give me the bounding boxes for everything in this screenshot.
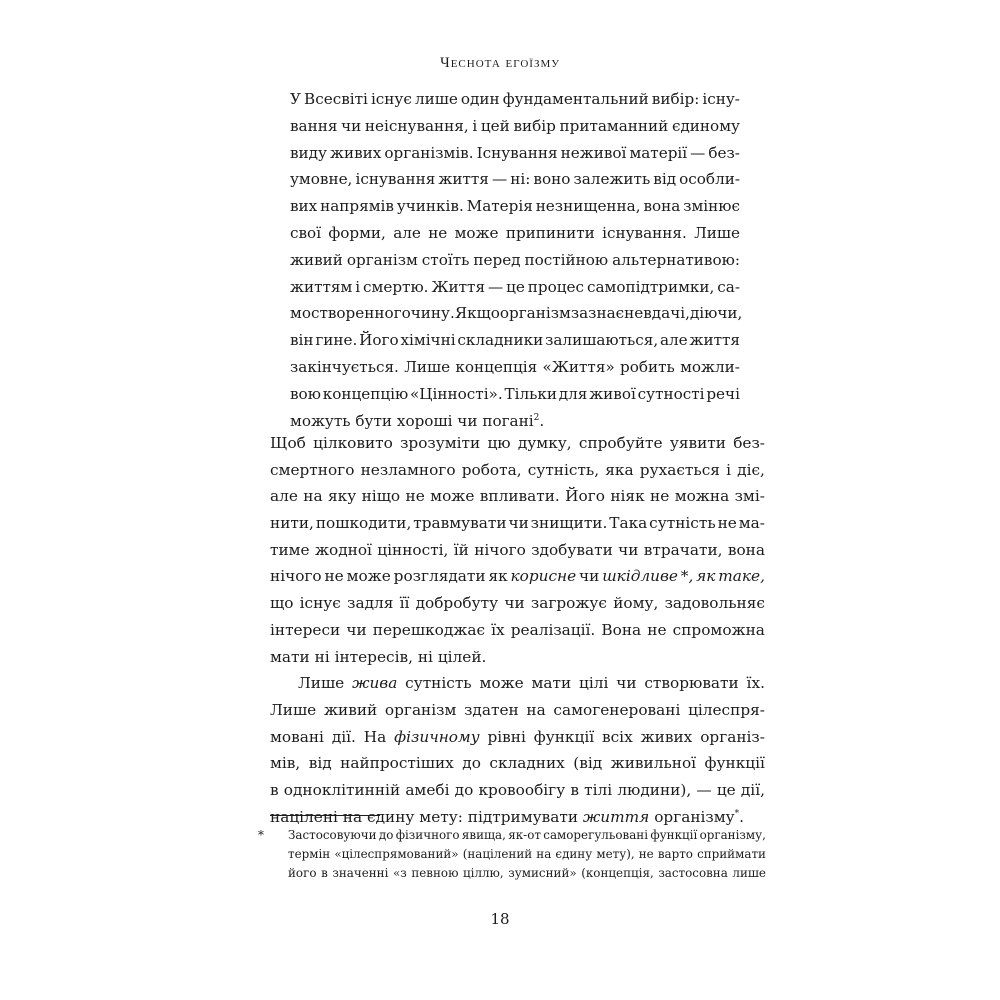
text-line [270,457,765,484]
word: мостворенного [290,304,411,323]
text-line [288,864,766,883]
text-line [270,697,765,724]
word: смертного [270,460,355,479]
word: організм [346,250,418,269]
word: мати [531,674,572,693]
word: може [479,674,524,693]
word: припинити [505,223,595,242]
word: «Цінності». [410,384,503,403]
word: їх [491,620,505,639]
text-line [270,563,765,590]
word: один [460,90,500,108]
word: загрожує [530,594,607,613]
word: чи [457,411,478,430]
word: невдачі, [624,304,690,323]
word: можли- [680,357,740,376]
text-line [290,113,740,140]
word: діє, [737,460,765,479]
word: інтереси [270,620,341,639]
word: цей [480,116,510,135]
word: Його [359,331,399,350]
word: термін [288,847,331,861]
word: єдину [555,847,593,861]
word: життя [689,331,740,350]
word: свої [290,223,322,242]
word: як-от [508,828,541,842]
word: залишаються, [545,331,659,350]
word: без- [733,434,765,452]
word: організму, [699,828,766,842]
word: сутності [637,384,705,403]
word: для [558,384,588,403]
word: задовольняє [664,594,765,613]
word: чи [508,514,529,533]
word: саморегульовані [543,828,649,842]
word: хімічні [400,331,456,350]
word: ні [314,647,330,666]
word: дії. [331,727,356,746]
word: корисне [510,567,577,586]
word: чи [341,116,362,135]
footnote-text [288,826,766,883]
word: вих [290,197,318,216]
text-line [290,86,740,113]
word: не [638,847,654,861]
text-line [270,537,765,564]
word: зумисний» [508,866,577,880]
word: але [270,487,298,506]
word: «цілеспрямований» [334,847,459,861]
word: робить [619,357,675,376]
word: знищити. [530,514,608,533]
text-line [290,327,740,354]
word: лише [732,866,766,880]
word: фізичному [394,727,480,746]
word: всіх [602,727,633,746]
word: вання [290,116,338,135]
text-line [270,510,765,537]
paragraph [270,430,765,670]
word: Лише [694,223,740,242]
word: вою [290,384,321,403]
word: особли- [679,170,740,189]
word: організму*. [654,807,745,826]
word: існує [370,90,412,108]
word: яку [328,487,357,506]
word: чи [579,567,600,586]
word: складники [457,331,544,350]
word: це [716,780,736,799]
word: хороші [396,411,453,430]
word: живих [330,143,382,162]
word: живий [323,700,378,719]
word: Матерія [466,197,533,216]
word: нити, [270,514,314,533]
word: шкідливе [602,567,678,586]
word: спроможна [672,620,765,639]
word: У [290,90,301,108]
word: ма- [738,514,765,533]
word: цілей. [437,647,487,666]
paragraph [270,670,765,830]
word: — [690,143,706,162]
footnote [258,826,766,883]
word: залежить [573,170,651,189]
word: ніщо [361,487,401,506]
word: варто [657,847,693,861]
word: концепція [455,357,538,376]
word: жива [352,674,398,693]
word: створювати [644,674,739,693]
word: існування [355,170,436,189]
word: перешкоджає [372,620,486,639]
word: (від [573,754,603,773]
word: вибір: [651,90,700,108]
word: спробуйте [578,434,663,452]
word: без- [708,143,740,162]
word: і [726,460,731,479]
word: Життя [431,277,486,296]
word: життям [290,277,353,296]
word: від [653,170,677,189]
word: ні: [510,170,531,189]
word: ніяк [610,487,645,506]
word: матерії [629,143,688,162]
word: «з [392,866,407,880]
text-line [290,193,740,220]
word: не [650,487,670,506]
word: «Життя» [542,357,615,376]
word: розглядати [393,567,486,586]
word: в [321,866,328,880]
text-line [288,826,766,845]
word: рівні [487,727,526,746]
word: *, [680,567,694,586]
footnote-reference: * [734,808,740,819]
word: і [355,277,361,296]
word: організмів. [384,143,474,162]
word: думку, [517,434,572,452]
text-line [290,300,743,327]
word: Існування [476,143,558,162]
word: цілі [579,674,609,693]
word: вибір [513,116,556,135]
word: підтримувати [467,807,579,826]
word: в [270,780,279,799]
word: націлені [270,807,338,826]
word: мати [270,647,310,666]
block-quote [290,86,743,434]
word: мету: [419,807,463,826]
word: сутність, [527,460,600,479]
word: постійною [524,250,609,269]
word: певною [411,866,459,880]
word: може [346,567,391,586]
word: — [696,780,712,799]
word: може [454,223,499,242]
word: до [378,828,394,842]
word: концепцію [322,384,409,403]
word: живий [290,250,343,269]
word: альтернативою: [612,250,740,269]
word: самогенеровані [553,700,681,719]
text-line [290,381,740,408]
word: мовані [270,727,324,746]
word: сутність [405,674,472,693]
word: На [363,727,387,746]
word: що [270,594,294,613]
word: гине. [315,331,358,350]
word: Всесвіті [304,90,368,108]
word: нічого [270,567,322,586]
word: цю [487,434,511,452]
word: жодної [314,540,372,559]
word: не [428,223,448,242]
word: до [454,780,474,799]
text-line [270,750,765,777]
word: речі [706,384,740,403]
word: виду [290,143,327,162]
text-line [270,590,765,617]
word: неживої [560,143,627,162]
text-line [270,670,765,697]
word: таке, [718,567,765,586]
word: (концепція, [581,866,654,880]
main-text [270,430,765,830]
text-line [270,430,765,457]
running-head: Чеснота егоїзму [439,55,561,71]
word: яка [605,460,634,479]
word: перед [473,250,521,269]
word: на [303,487,323,506]
text-line [290,220,740,247]
word: Щоб [270,434,306,452]
word: життя [438,170,489,189]
word: існування. [602,223,687,242]
word: існує [299,594,341,613]
word: але [659,331,688,350]
word: чи [616,674,637,693]
word: сутність [649,514,716,533]
word: складних [489,754,565,773]
word: смертю. [363,277,429,296]
word: амебі [405,780,450,799]
word: — [491,170,508,189]
word: фізичного [395,828,460,842]
word: Якщо [454,304,500,323]
word: Така [609,514,648,533]
footnote-reference: 2 [533,412,540,423]
word: процес [527,277,585,296]
word: Лише [270,700,317,719]
word: діючи, [689,304,743,323]
word: єдину [367,807,415,826]
word: Застосовуючи [288,828,377,842]
word: незламного [360,460,456,479]
word: Його [565,487,605,506]
word: здобувати [531,540,613,559]
word: не [647,620,667,639]
word: самопідтримки, [586,277,715,296]
word: форми, [328,223,386,242]
word: на [526,700,546,719]
word: функції [533,727,595,746]
word: єдиному [671,116,740,135]
word: добробуту [415,594,499,613]
word: погані$^2$. [482,411,545,430]
word: ціллю, [463,866,504,880]
word: цінності, [377,540,449,559]
word: чину. [410,304,455,323]
word: його [288,866,317,880]
word: пошкодити, [315,514,412,533]
word: закінчується. [290,357,399,376]
text-line [270,777,765,804]
word: рухається [639,460,720,479]
word: людини), [617,780,692,799]
word: умовне, [290,170,353,189]
word: мів, [270,754,301,773]
word: змінює [683,197,740,216]
word: сприймати [697,847,766,861]
word: цілковито [313,434,393,452]
word: Лише [404,357,451,376]
word: може [430,487,475,506]
word: уявити [669,434,726,452]
word: функції [650,828,698,842]
word: можна [674,487,730,506]
word: живильної [610,754,697,773]
word: і [472,116,478,135]
word: її [399,594,410,613]
word: зрозуміти [400,434,481,452]
footnote-mark: * [258,828,264,842]
word: можуть [290,411,351,430]
word: їй [453,540,469,559]
word: від [308,754,332,773]
word: (націлений [462,847,533,861]
word: — [487,277,504,296]
text-line [270,483,765,510]
word: мету), [596,847,635,861]
word: як [696,567,716,586]
text-line [290,274,740,301]
word: функції [704,754,765,773]
word: не [405,487,425,506]
text-line [290,354,740,381]
word: цілеспря- [688,700,765,719]
word: до [462,754,481,773]
word: вона [727,540,765,559]
word: їх. [746,674,765,693]
word: Лише [298,674,345,693]
word: робота, [461,460,522,479]
word: не [324,567,344,586]
word: ні [417,647,433,666]
page-number: 18 [490,910,510,928]
word: в [570,780,579,799]
word: травмувати [413,514,507,533]
word: вона [643,197,681,216]
word: інтересів, [334,647,413,666]
word: тиме [270,540,310,559]
word: са- [717,277,740,296]
text-line [288,845,766,864]
word: це [506,277,525,296]
word: тілі [584,780,613,799]
text-line [270,644,765,671]
word: неіснування, [364,116,469,135]
word: живих [640,727,693,746]
word: воно [533,170,571,189]
word: організм [499,304,571,323]
word: він [290,331,314,350]
word: змі- [734,487,765,506]
word: живої [589,384,636,403]
word: реалізації. [510,620,596,639]
word: на [342,807,363,826]
word: незнищенна, [535,197,641,216]
word: Тільки [504,384,557,403]
word: задля [347,594,394,613]
word: впливати. [479,487,560,506]
word: не [717,514,737,533]
word: як [488,567,508,586]
word: життя [582,807,650,826]
text-line [290,140,740,167]
word: лише [414,90,458,108]
word: на [536,847,552,861]
word: найпростіших [340,754,454,773]
word: притаманний [559,116,669,135]
word: йому, [613,594,659,613]
word: здатен [464,700,519,719]
footnote-separator [270,815,380,816]
word: чи [618,540,639,559]
word: організм [384,700,457,719]
word: кровообігу [478,780,566,799]
word: одноклітинній [283,780,401,799]
text-line [270,724,765,751]
word: втрачати, [643,540,723,559]
word: учинків. [396,197,464,216]
word: явища, [461,828,506,842]
word: напрямів [320,197,394,216]
word: нічого [474,540,526,559]
word: застосовна [658,866,728,880]
text-line [270,617,765,644]
word: бути [355,411,393,430]
text-line [290,166,740,193]
word: чи [346,620,367,639]
word: організ- [700,727,765,746]
word: дії, [740,780,765,799]
word: фундаментальний [502,90,649,108]
word: чи [504,594,525,613]
text-line [290,247,740,274]
word: стоїть [421,250,470,269]
word: значенні [332,866,389,880]
word: Вона [601,620,642,639]
word: існу- [702,90,740,108]
word: зазнає [570,304,625,323]
word: але [393,223,421,242]
